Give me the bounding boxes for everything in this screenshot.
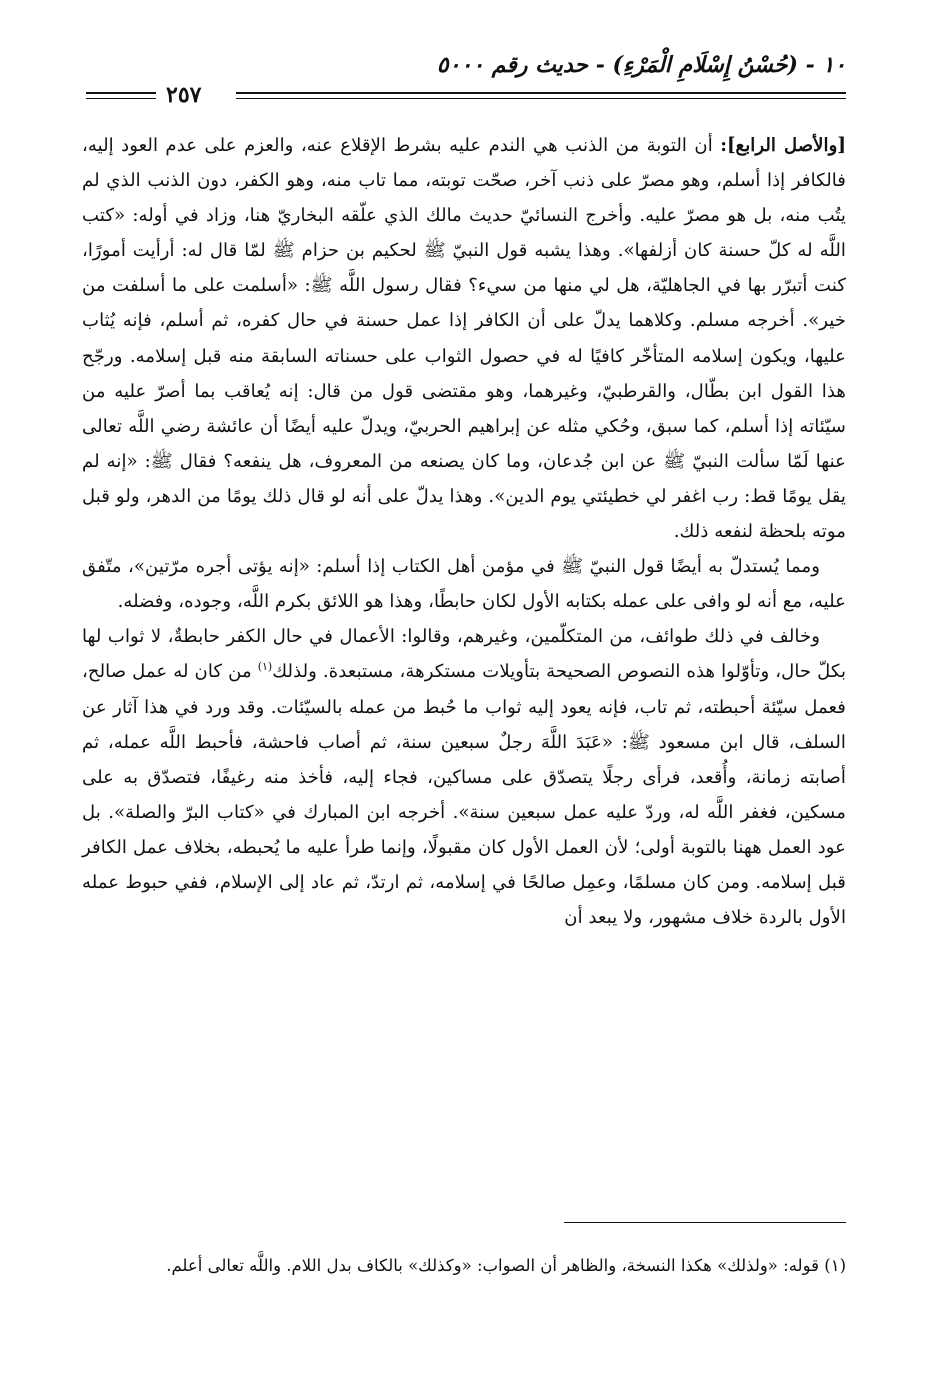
paragraph: ومما يُستدلّ به أيضًا قول النبيّ ﷺ في مؤمن أهل الكتاب إذا أسلم: «إنه يؤتى أجره مرّتين»، متّفق عليه، مع أنه لو وافى على عمله بكتابه الأول لكان حابطًا، وهذا هو اللائق بكرم اللَّه، وجوده، وفضله. (82, 556, 846, 613)
paragraph-text: أن التوبة من الذنب هي الندم عليه بشرط الإقلاع عنه، والعزم على عدم العود إليه، فالكافر إذا أسلم، وهو مصرّ على ذنب آخر، صحّت توبته، مما تاب منه، وهو الكفر، دون الذنب الذي لم يتُب منه، بل هو مصرّ عليه. وأخرج النسائيّ حديث مالك الذي علّقه البخاريّ هنا، وزاد في أوله: «كتب اللَّه له كلّ حسنة كان أزلفها». وهذا يشبه قول النبيّ ﷺ لحكيم بن حزام ﷺ لمّا قال له: أرأيت أمورًا، كنت أتبرّر بها في الجاهليّة، هل لي منها من سيء؟ فقال رسول اللَّه ﷺ: «أسلمت على ما أسلفت من خير». أخرجه مسلم. وكلاهما يدلّ على أن الكافر إذا عمل حسنة في حال كفره، ثم أسلم، فإنه يُثاب عليها، ويكون إسلامه المتأخّر كافيًا له في حصول الثواب على حسناته السابقة منه قبل إسلامه. ورجّح هذا القول ابن بطّال، والقرطبيّ، وغيرهما، وهو مقتضى قول من قال: إنه يُعاقب بما أصرّ عليه من سيّئاته إذا أسلم، كما سبق، وحُكي مثله عن إبراهيم الحربيّ، ويدلّ عليه أيضًا أن عائشة رضي اللَّه تعالى عنها لَمّا سألت النبيّ ﷺ عن ابن جُدعان، وما كان يصنعه من المعروف، هل ينفعه؟ فقال ﷺ: «إنه لم يقل يومًا قط: رب اغفر لي خطيئتي يوم الدين». وهذا يدلّ على أنه لو قال ذلك يومًا من الدهر، ولو قبل موته بلحظة لنفعه ذلك. (82, 135, 846, 543)
footnote-text: (١) قوله: «ولذلك» هكذا النسخة، والظاهر أن الصواب: «وكذلك» بالكاف بدل اللام. واللَّه تعالى أعلم. (166, 1256, 846, 1275)
footnote-reference[interactable]: (١) (257, 660, 273, 674)
paragraph-text: من كان له عمل صالح، فعمل سيّئة أحبطته، ثم تاب، فإنه يعود إليه ثواب ما حُبط من عمله بالسيّئات. وقد ورد في هذا آثار عن السلف، قال ابن مسعود ﷺ: «عَبَدَ اللَّهَ رجلٌ سبعين سنة، ثم أصاب فاحشة، فأحبط اللَّه عمله، ثم أصابته زمانة، وأُقعد، فرأى رجلًا يتصدّق على مساكين، فجاء إليه، فأخذ منه رغيفًا، فتصدّق به على مسكين، فغفر اللَّه له، وردّ عليه عمل سبعين سنة». أخرجه ابن المبارك في «كتاب البرّ والصلة». بل عود العمل ههنا بالتوبة أولى؛ لأن العمل الأول كان مقبولًا، وإنما طرأ عليه ما يُحبطه، بخلاف عمل الكافر قبل إسلامه. ومن كان مسلمًا، وعمِل صالحًا في إسلامه، ثم ارتدّ، ثم عاد إلى الإسلام، ففي حبوط عمله الأول بالردة خلاف مشهور، ولا يبعد أن (82, 661, 846, 929)
section-heading: [والأصل الرابع]: (720, 135, 846, 156)
running-title: ١٠ - (حُسْنُ إِسْلَامِ الْمَرْءِ) - حديث رقم ٥٠٠٠ (436, 52, 846, 78)
header-rule (86, 82, 846, 108)
footnote-separator (564, 1222, 846, 1223)
header-rule-line (236, 92, 846, 94)
header-rule-line (86, 92, 156, 94)
header-rule-line (236, 98, 846, 99)
page-number: ٢٥٧ (166, 82, 202, 108)
paragraph-text: وخالف في ذلك طوائف، من المتكلّمين، وغيرهم، وقالوا: الأعمال في حال الكفر حابطةٌ، لا ثواب لها بكلّ حال، وتأوّلوا هذه النصوص الصحيحة بتأويلات مستكرهة، مستبعدة. ولذلك (82, 626, 847, 683)
paragraph (82, 619, 846, 935)
header-rule-line (86, 98, 156, 99)
page-header (86, 52, 846, 112)
main-text (82, 128, 846, 935)
paragraph (82, 128, 846, 549)
footnote (82, 1250, 846, 1282)
